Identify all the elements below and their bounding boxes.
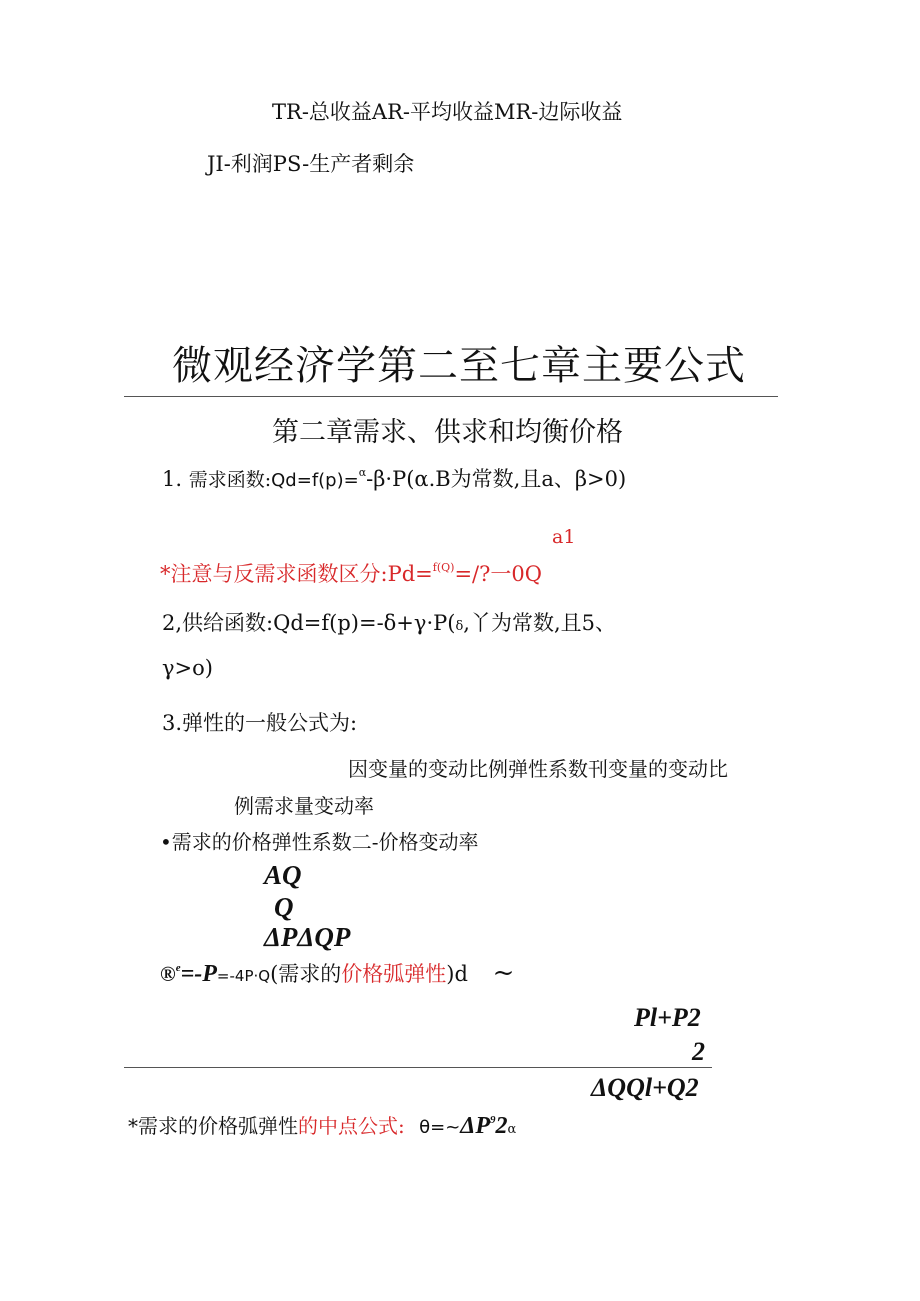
midpoint-text: *需求的价格弧弹性 [128,1114,298,1138]
supply-formula-rest: ,丫为常数,且5、 [463,611,616,635]
elasticity-heading: 3.弹性的一般公式为: [162,711,358,735]
abbrev-line-1: TR-总收益AR-平均收益MR-边际收益 [272,100,623,124]
arc-paren-open: (需求的 [270,962,342,986]
midpoint-tail: α [507,1122,517,1137]
arc-paren-close: )d [446,962,468,986]
elasticity-definition-1: 因变量的变动比例弹性系数刊变量的变动比 [348,757,728,781]
midpoint-denominator: 2 [692,1037,705,1066]
arc-elasticity-line [160,958,514,988]
midpoint-numerator: Pl+P2 [634,1003,701,1032]
supply-formula: 2,供给函数:Qd=f(p)=-δ+γ·P( [162,611,456,635]
fraction-divider [124,1067,712,1068]
arc-red-part: 价格弧弹性 [341,962,447,986]
midpoint-text-red: 的中点公式: [298,1114,405,1138]
frac-aq: AQ [264,860,302,890]
midpoint-formula-sup: 9 [490,1114,496,1126]
midpoint-formula-bold: ΔP [460,1113,491,1139]
midpoint-formula-line [128,1110,516,1140]
midpoint-formula-pre: θ=~ [419,1117,461,1138]
abbrev-line-2: JI-利润PS-生产者剩余 [207,152,415,176]
arc-bold-part: =-P [180,961,217,987]
formula: Qd=f(p)= [271,470,359,491]
note-a1: a1 [552,526,576,548]
item-number: 1. [162,467,183,491]
demand-function-line [162,463,626,493]
formula-rest: -β·P(α.B为常数,且a、β>0) [366,467,627,491]
supply-condition: γ>o) [162,656,213,680]
inverse-formula-rest: =/?一0Q [454,562,542,586]
arc-lead: ® [160,962,176,986]
alpha-superscript: α [358,466,367,479]
elasticity-definition-2: 例需求量变动率 [234,794,374,818]
frac-dp-dq-p: ΔPΔQP [264,922,351,952]
page-title: 微观经济学第二至七章主要公式 [172,343,746,389]
item-label: 需求函数: [188,469,272,491]
inverse-formula: Pd= [387,562,433,586]
frac-q: Q [274,892,294,922]
supply-function-line [162,607,616,637]
arc-lead-sup: e [175,962,181,974]
price-elasticity-line: •需求的价格弹性系数二-价格变动率 [160,830,479,854]
arc-tilde: ~ [492,958,515,988]
inverse-note-text: *注意与反需求函数区分: [160,562,388,586]
midpoint-quantity-sum: ΔQQl+Q2 [591,1073,699,1102]
arc-small-part: =-4P·Q [216,967,271,985]
inverse-formula-sup: f(Q) [432,561,455,574]
title-divider [124,396,778,397]
inverse-demand-note [160,558,542,588]
midpoint-formula-bold2: 2 [495,1113,508,1139]
delta-small: δ [455,619,464,634]
chapter-title: 第二章需求、供求和均衡价格 [272,417,623,448]
